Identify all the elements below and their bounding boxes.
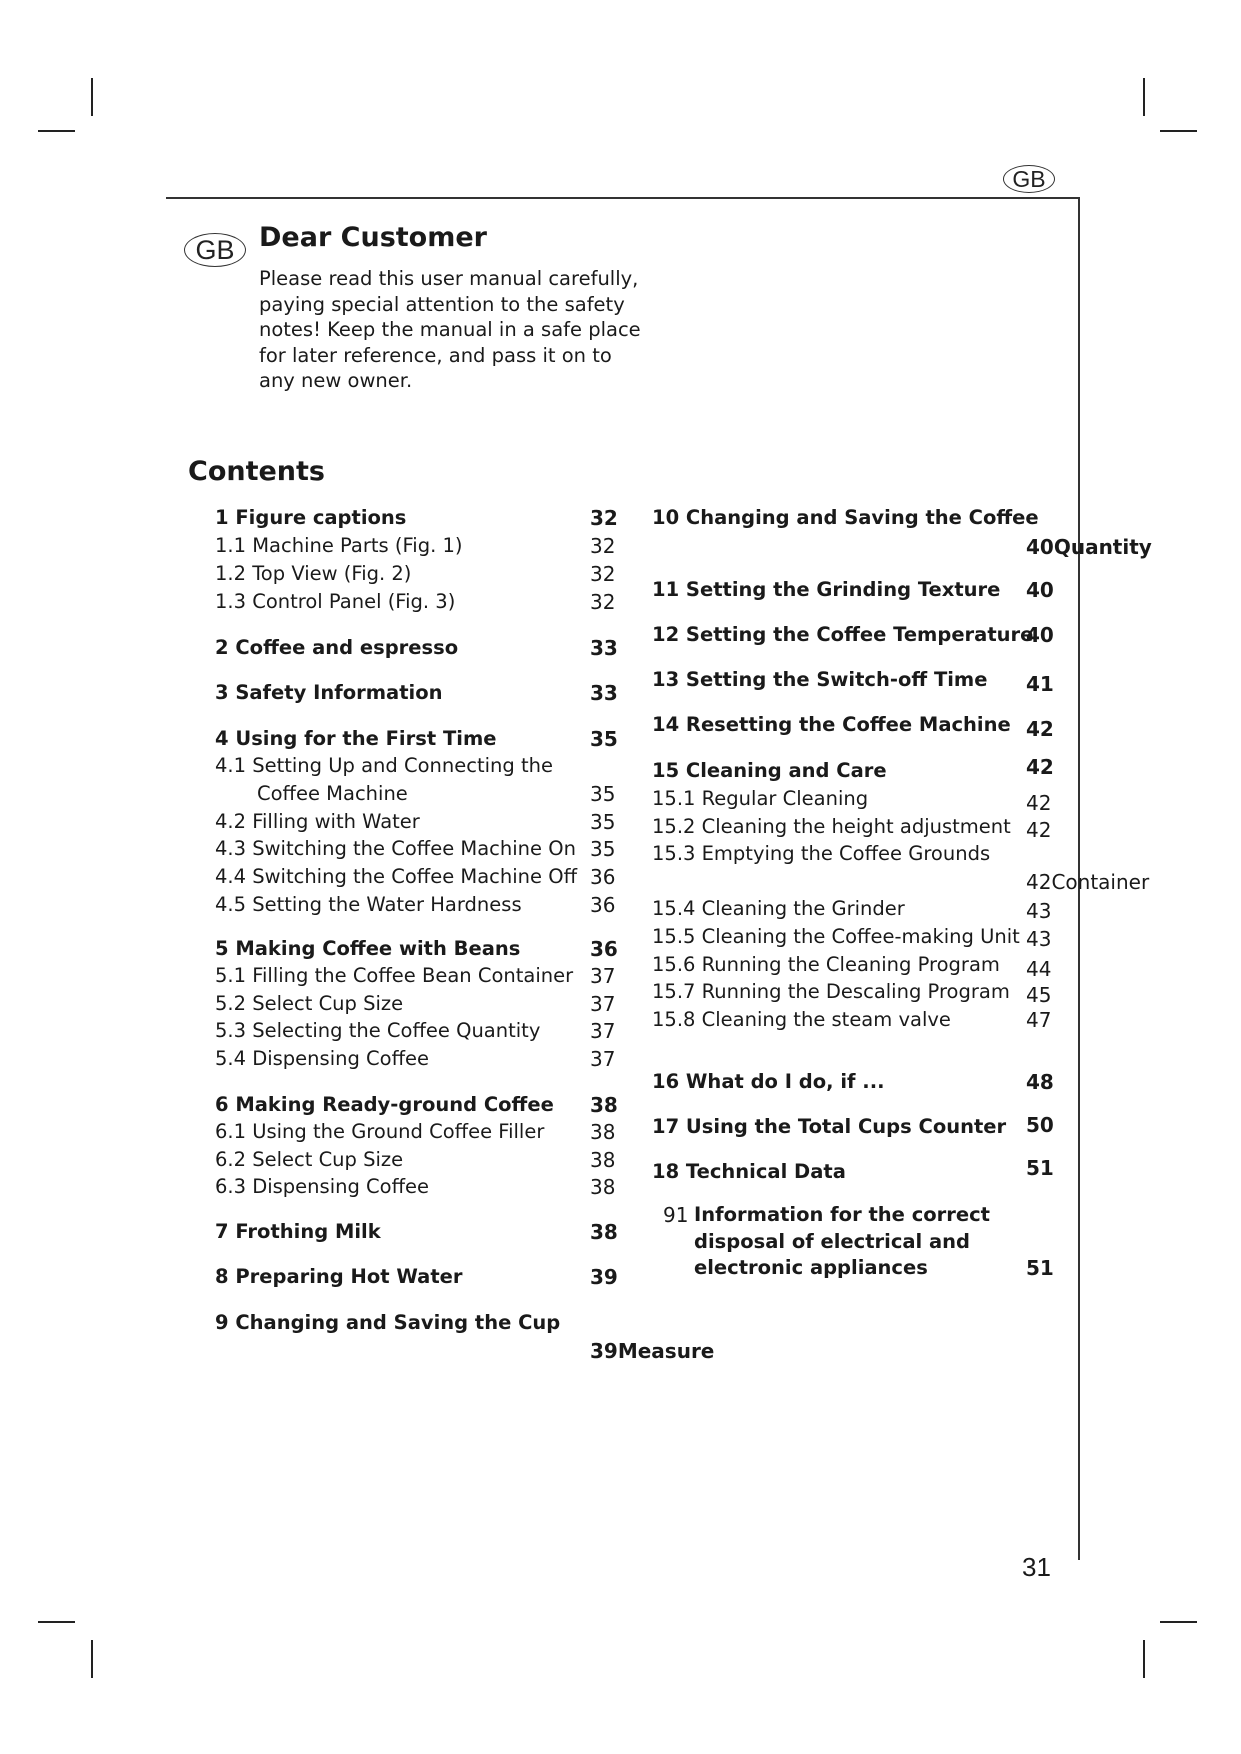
toc-entry-title: 1.3 Control Panel (Fig. 3) bbox=[215, 590, 456, 613]
toc-entry-page: 32 bbox=[590, 562, 616, 586]
crop-mark bbox=[38, 130, 75, 132]
intro-line: notes! Keep the manual in a safe place bbox=[259, 318, 641, 341]
toc-entry-title: 8 Preparing Hot Water bbox=[215, 1265, 463, 1288]
toc-entry-page: 47 bbox=[1026, 1008, 1052, 1032]
toc-entry-title: 4.2 Filling with Water bbox=[215, 810, 420, 833]
toc-entry-page: 32 bbox=[590, 506, 618, 530]
toc-entry-title: 1.1 Machine Parts (Fig. 1) bbox=[215, 534, 463, 557]
toc-entry-page: 37 bbox=[590, 1019, 616, 1043]
toc-entry-title: 15.1 Regular Cleaning bbox=[652, 787, 869, 810]
toc-entry-page: 35 bbox=[590, 810, 616, 834]
toc-entry-title: 10 Changing and Saving the Coffee bbox=[652, 506, 1039, 529]
toc-entry-title: 5 Making Coffee with Beans bbox=[215, 937, 521, 960]
intro-line: any new owner. bbox=[259, 369, 413, 392]
toc-entry-page: 43 bbox=[1026, 927, 1052, 951]
crop-mark bbox=[1160, 1621, 1197, 1623]
toc-entry-overflow: 42Container bbox=[1026, 870, 1150, 894]
toc-entry-title: 7 Frothing Milk bbox=[215, 1220, 381, 1243]
toc-entry-title: 4.3 Switching the Coffee Machine On bbox=[215, 837, 576, 860]
toc-entry-title: 6.3 Dispensing Coffee bbox=[215, 1175, 430, 1198]
toc-entry-title: 12 Setting the Coffee Temperature bbox=[652, 623, 1034, 646]
crop-mark bbox=[91, 78, 93, 116]
toc-entry-title: Information for the correct bbox=[694, 1203, 990, 1226]
toc-entry-page: 51 bbox=[1026, 1156, 1054, 1180]
toc-entry-title: 9 Changing and Saving the Cup bbox=[215, 1311, 561, 1334]
crop-mark bbox=[38, 1621, 75, 1623]
crop-mark bbox=[91, 1640, 93, 1678]
crop-mark bbox=[1143, 1640, 1145, 1678]
toc-entry-page: 48 bbox=[1026, 1070, 1054, 1094]
toc-entry-page: 38 bbox=[590, 1175, 616, 1199]
toc-entry-title: 13 Setting the Switch-off Time bbox=[652, 668, 988, 691]
toc-entry-page: 45 bbox=[1026, 983, 1052, 1007]
toc-entry-title: 4.1 Setting Up and Connecting the bbox=[215, 754, 553, 777]
toc-entry-page: 35 bbox=[590, 782, 616, 806]
toc-entry-title: 5.3 Selecting the Coffee Quantity bbox=[215, 1019, 541, 1042]
toc-entry-title: 6 Making Ready-ground Coffee bbox=[215, 1093, 554, 1116]
crop-mark bbox=[1143, 78, 1145, 116]
toc-entry-number: 91 bbox=[663, 1203, 689, 1227]
toc-entry-title: 1.2 Top View (Fig. 2) bbox=[215, 562, 412, 585]
intro-line: paying special attention to the safety bbox=[259, 292, 625, 316]
toc-entry-page: 42 bbox=[1026, 818, 1052, 842]
toc-entry-page: 37 bbox=[590, 1047, 616, 1071]
toc-entry-page: 38 bbox=[590, 1093, 618, 1117]
contents-heading: Contents bbox=[188, 456, 326, 487]
toc-entry-title: 3 Safety Information bbox=[215, 681, 443, 704]
toc-entry-title: 15.2 Cleaning the height adjustment bbox=[652, 815, 1011, 838]
toc-entry-title: 15.4 Cleaning the Grinder bbox=[652, 897, 905, 920]
frame-top-rule bbox=[166, 197, 1079, 199]
toc-entry-title: 5.1 Filling the Coffee Bean Container bbox=[215, 964, 574, 987]
page-number: 31 bbox=[1022, 1552, 1051, 1582]
intro-paragraph bbox=[259, 266, 639, 394]
toc-entry-title: 4.5 Setting the Water Hardness bbox=[215, 893, 522, 916]
toc-entry-title: 4 Using for the First Time bbox=[215, 727, 497, 750]
toc-entry-page: 42 bbox=[1026, 755, 1054, 779]
toc-entry-title: 1 Figure captions bbox=[215, 506, 407, 529]
toc-entry-title: 15.8 Cleaning the steam valve bbox=[652, 1008, 951, 1031]
toc-entry-page: 50 bbox=[1026, 1113, 1054, 1137]
toc-entry-page: 35 bbox=[590, 837, 616, 861]
toc-entry-title: electronic appliances bbox=[694, 1256, 928, 1279]
toc-entry-title: 4.4 Switching the Coffee Machine Off bbox=[215, 865, 578, 888]
toc-entry-title: 5.4 Dispensing Coffee bbox=[215, 1047, 430, 1070]
toc-entry-page: 32 bbox=[590, 534, 616, 558]
toc-entry-page: 36 bbox=[590, 937, 618, 961]
toc-entry-title: 17 Using the Total Cups Counter bbox=[652, 1115, 1007, 1138]
toc-entry-page: 37 bbox=[590, 992, 616, 1016]
crop-mark bbox=[1160, 130, 1197, 132]
toc-entry-title: 16 What do I do, if ... bbox=[652, 1070, 885, 1093]
toc-entry-title: disposal of electrical and bbox=[694, 1230, 971, 1253]
toc-entry-overflow: 39Measure bbox=[590, 1339, 715, 1363]
toc-entry-title: 2 Coffee and espresso bbox=[215, 636, 459, 659]
toc-entry-title: 11 Setting the Grinding Texture bbox=[652, 578, 1001, 601]
toc-entry-title: 6.2 Select Cup Size bbox=[215, 1148, 404, 1171]
toc-entry-title: 14 Resetting the Coffee Machine bbox=[652, 713, 1011, 736]
toc-entry-page: 38 bbox=[590, 1120, 616, 1144]
page-title: Dear Customer bbox=[259, 222, 487, 253]
toc-entry-page: 41 bbox=[1026, 672, 1054, 696]
toc-entry-page: 44 bbox=[1026, 957, 1052, 981]
toc-entry-page: 37 bbox=[590, 964, 616, 988]
language-badge-section: GB bbox=[184, 233, 246, 267]
toc-entry-page: 38 bbox=[590, 1148, 616, 1172]
toc-entry-overflow: 40Quantity bbox=[1026, 535, 1152, 559]
toc-entry-title: 15.3 Emptying the Coffee Grounds bbox=[652, 842, 991, 865]
toc-entry-title: 5.2 Select Cup Size bbox=[215, 992, 404, 1015]
toc-entry-page: 36 bbox=[590, 865, 616, 889]
toc-entry-page: 43 bbox=[1026, 899, 1052, 923]
toc-entry-page: 51 bbox=[1026, 1256, 1054, 1280]
toc-entry-page: 40 bbox=[1026, 623, 1054, 647]
toc-entry-page: 40 bbox=[1026, 578, 1054, 602]
toc-entry-page: 32 bbox=[590, 590, 616, 614]
toc-entry-page: 33 bbox=[590, 681, 618, 705]
intro-line: for later reference, and pass it on to bbox=[259, 343, 612, 367]
toc-entry-title: 6.1 Using the Ground Coffee Filler bbox=[215, 1120, 545, 1143]
toc-entry-title: 18 Technical Data bbox=[652, 1160, 846, 1183]
toc-entry-title: 15.7 Running the Descaling Program bbox=[652, 980, 1010, 1003]
toc-entry-page: 42 bbox=[1026, 717, 1054, 741]
toc-entry-page: 38 bbox=[590, 1220, 618, 1244]
intro-line: Please read this user manual carefully, bbox=[259, 267, 639, 290]
toc-entry-title: 15.5 Cleaning the Coffee-making Unit bbox=[652, 925, 1020, 948]
toc-entry-title: Coffee Machine bbox=[257, 782, 408, 805]
toc-entry-title: 15 Cleaning and Care bbox=[652, 759, 887, 782]
language-badge-header: GB bbox=[1003, 165, 1055, 193]
toc-entry-page: 39 bbox=[590, 1265, 618, 1289]
toc-entry-page: 35 bbox=[590, 727, 618, 751]
toc-entry-title: 15.6 Running the Cleaning Program bbox=[652, 953, 1000, 976]
toc-entry-page: 33 bbox=[590, 636, 618, 660]
toc-entry-page: 42 bbox=[1026, 791, 1052, 815]
toc-entry-page: 36 bbox=[590, 893, 616, 917]
